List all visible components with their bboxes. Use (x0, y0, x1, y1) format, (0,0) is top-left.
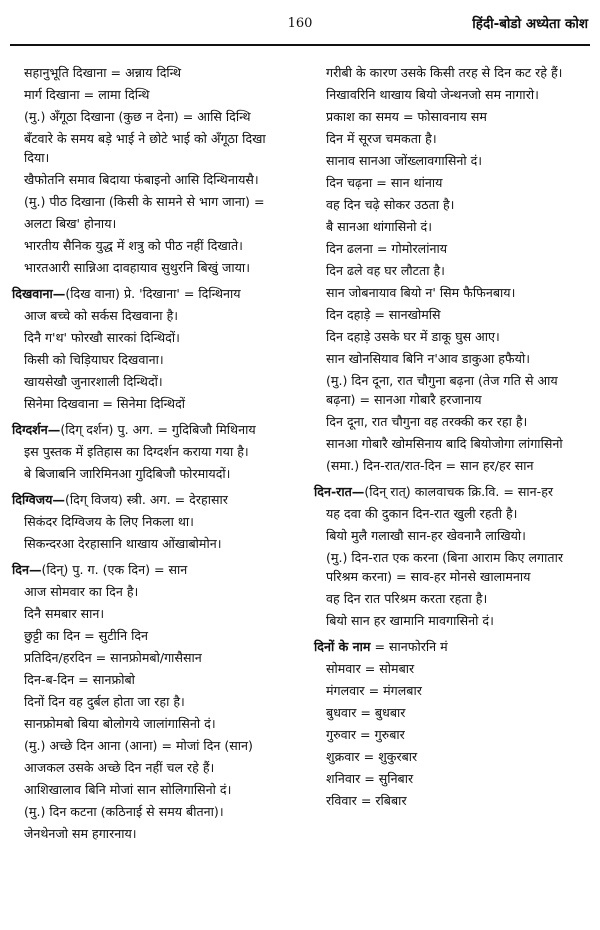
entry-text: (समा.) दिन-रात/रात-दिन = सान हर/हर सान (326, 458, 534, 473)
entry-headline (12, 559, 292, 581)
headword: दिग्विजय— (12, 492, 65, 507)
entry-text: बुधवार = बुधबार (326, 705, 406, 720)
entry-text: शनिवार = सुनिबार (326, 771, 414, 786)
entry-line (12, 349, 292, 371)
header-rule (10, 44, 590, 46)
entry-text: जेनथेनजो सम हगारनाय। (24, 826, 137, 841)
entry-line (314, 588, 590, 610)
entry-line (12, 779, 292, 801)
right-column (314, 62, 590, 812)
entry-text: सिनेमा दिखवाना = सिनेमा दिन्थिदों (24, 396, 186, 411)
headword: दिखवाना— (12, 286, 66, 301)
entry-line (314, 84, 590, 106)
entry-text: दिन ढले वह घर लौटता है। (326, 263, 445, 278)
entry-text: सिकन्दरआ देरहासानि थाखाय ओंखाबोमोन। (24, 536, 222, 551)
entry-line (12, 393, 292, 415)
entry-line (12, 129, 292, 167)
entry-line (314, 371, 590, 409)
entry-text: इस पुस्तक में इतिहास का दिग्दर्शन कराया गया है। (24, 444, 249, 459)
entry-line (12, 106, 292, 128)
entry-line (314, 680, 590, 702)
entry-text: बै सानआ थांगासिनो दं। (326, 219, 432, 234)
entry-headline (12, 283, 292, 305)
entry-text: शुक्रवार = शुकुरबार (326, 749, 418, 764)
entry-text: दिनै समबार सान। (24, 606, 105, 621)
entry-text: दिन ढलना = गोमोरलांनाय (326, 241, 448, 256)
entry-line (12, 511, 292, 533)
entry-headline (314, 636, 590, 658)
entry-text: दिन चढ़ना = सान थांनाय (326, 175, 443, 190)
entry-text: दिन दूना, रात चौगुना वह तरक्की कर रहा है। (326, 414, 528, 429)
entry-text: सहानुभूति दिखाना = अन्नाय दिन्थि (24, 65, 182, 80)
entry-line (314, 433, 590, 455)
entry-text: बियो सान हर खामानि मावगासिनो दं। (326, 613, 494, 628)
entry-line (12, 235, 292, 257)
entry-line (314, 238, 590, 260)
entry-line (12, 327, 292, 349)
entry-text: = सानफोरनि मं (370, 639, 448, 654)
entry-line (314, 610, 590, 632)
entry-text: (दिख वाना) प्रे. 'दिखाना' = दिन्थिनाय (65, 286, 241, 301)
entry-line (12, 581, 292, 603)
entry-text: दिनै ग'थ' फोरखौ सारकां दिन्थिदों। (24, 330, 180, 345)
entry-line (314, 282, 590, 304)
entry-line (314, 790, 590, 812)
dictionary-title: हिंदी-बोडो अध्येता कोश (472, 16, 588, 32)
entry-text: (मु.) अच्छे दिन आना (आना) = मोजां दिन (सान) (24, 738, 253, 753)
entry-line (12, 62, 292, 84)
entry-line (12, 735, 292, 757)
entry-text: खैफोतनि समाव बिदाया फंबाइनो आसि दिन्थिनायसै। (24, 172, 259, 187)
entry-text: गरीबी के कारण उसके किसी तरह से दिन कट रहे हैं। (326, 65, 563, 80)
entry-text: दिन दहाड़े उसके घर में डाकू घुस आए। (326, 329, 500, 344)
entry-text: दिनों दिन वह दुर्बल होता जा रहा है। (24, 694, 185, 709)
entry-headline (12, 489, 292, 511)
entry-text: आज बच्चे को सर्कस दिखवाना है। (24, 308, 179, 323)
entry-line (314, 216, 590, 238)
entry-line (12, 603, 292, 625)
entry-text: बे बिजाबनि जारिमिनआ गुदिबिजौ फोरमायदों। (24, 466, 231, 481)
entry-text: आज सोमवार का दिन है। (24, 584, 139, 599)
entry-text: दिन में सूरज चमकता है। (326, 131, 437, 146)
entry-text: सानआ गोबारै खोमसिनाय बादि बियोजोगा लांगासिनो (326, 436, 563, 451)
entry-text: आजकल उसके अच्छे दिन नहीं चल रहे हैं। (24, 760, 215, 775)
entry-line (12, 84, 292, 106)
entry-text: मार्ग दिखाना = लामा दिन्थि (24, 87, 150, 102)
entry-line (314, 260, 590, 282)
entry-line (12, 305, 292, 327)
headword: दिग्दर्शन— (12, 422, 61, 437)
entry-text: निखावरिनि थाखाय बियो जेन्थनजो सम नागारो। (326, 87, 539, 102)
entry-line (12, 191, 292, 213)
entry-text: (मु.) अँगूठा दिखाना (कुछ न देना) = आसि दिन्थि (24, 109, 251, 124)
entry-text: छुट्टी का दिन = सुटीनि दिन (24, 628, 149, 643)
entry-line (12, 533, 292, 555)
entry-text: बियो मुलै गलाखौ सान-हर खेवनानै लाखियो। (326, 528, 526, 543)
entry-text: (मु.) दिन कटना (कठिनाई से समय बीतना)। (24, 804, 224, 819)
headword: दिन— (12, 562, 42, 577)
entry-text: (दिग् दर्शन) पु. अग. = गुदिबिजौ मिथिनाय (60, 422, 256, 437)
entry-text: दिन दहाड़े = सानखोमसि (326, 307, 441, 322)
entry-line (314, 194, 590, 216)
entry-line (314, 503, 590, 525)
entry-line (12, 691, 292, 713)
page-number: 160 (287, 16, 313, 31)
entry-line (12, 669, 292, 691)
entry-headline (314, 481, 590, 503)
entry-line (12, 463, 292, 485)
entry-line (314, 658, 590, 680)
entry-line (314, 455, 590, 477)
entry-text: आशिखालाव बिनि मोजां सान सोलिगासिनो दं। (24, 782, 232, 797)
entry-text: सानाव सानआ जोंख्लावगासिनो दं। (326, 153, 483, 168)
headword: दिनों के नाम (314, 639, 371, 654)
entry-line (12, 647, 292, 669)
entry-text: खायसेखौ जुनारशाली दिन्थिदों। (24, 374, 163, 389)
entry-text: (दिन् रात्) कालवाचक क्रि.वि. = सान-हर (364, 484, 554, 499)
entry-text: सान खोनसियाव बिनि न'आव डाकुआ हफैयो। (326, 351, 530, 366)
entry-text: मंगलवार = मंगलबार (326, 683, 422, 698)
entry-line (12, 823, 292, 845)
entry-line (12, 757, 292, 779)
entry-line (12, 801, 292, 823)
entry-text: (दिन्) पु. ग. (एक दिन) = सान (41, 562, 188, 577)
entry-headline (12, 419, 292, 441)
entry-line (12, 257, 292, 279)
entry-line (314, 128, 590, 150)
entry-line (12, 625, 292, 647)
entry-text: यह दवा की दुकान दिन-रात खुली रहती है। (326, 506, 518, 521)
entry-text: भारतआरी सान्निआ दावहायाव सुथुरनि बिखुं जाया। (24, 260, 250, 275)
entry-text: (मु.) दिन दूना, रात चौगुना बढ़ना (तेज गति से आय बढ़ना) = सानआ गोबारै हरजानाय (326, 373, 558, 407)
entry-line (314, 326, 590, 348)
entry-text: भारतीय सैनिक युद्ध में शत्रु को पीठ नहीं दिखाते। (24, 238, 243, 253)
entry-text: सान जोबनायाव बियो न' सिम फैफिनबाय। (326, 285, 516, 300)
entry-line (314, 348, 590, 370)
entry-text: बँटवारे के समय बड़े भाई ने छोटे भाई को अँगूठा दिखा दिया। (24, 131, 266, 165)
entry-line (12, 169, 292, 191)
entry-line (314, 525, 590, 547)
entry-text: दिन-ब-दिन = सानफ्रोबो (24, 672, 135, 687)
entry-text: वह दिन रात परिश्रम करता रहता है। (326, 591, 488, 606)
page-header (10, 14, 590, 40)
entry-text: गुरुवार = गुरुबार (326, 727, 405, 742)
entry-text: प्रतिदिन/हरदिन = सानफ्रोमबो/गासैसान (24, 650, 202, 665)
entry-text: प्रकाश का समय = फोसावनाय सम (326, 109, 487, 124)
entry-line (314, 702, 590, 724)
entry-line (314, 150, 590, 172)
left-column (12, 62, 292, 845)
entry-text: (दिग् विजय) स्त्री. अग. = देरहासार (65, 492, 228, 507)
entry-line (314, 548, 590, 586)
entry-text: अलटा बिख' होनाय। (24, 216, 117, 231)
entry-text: रविवार = रबिबार (326, 793, 407, 808)
entry-line (314, 304, 590, 326)
entry-line (314, 411, 590, 433)
entry-text: (मु.) पीठ दिखाना (किसी के सामने से भाग जाना) = (24, 194, 265, 209)
entry-text: वह दिन चढ़े सोकर उठता है। (326, 197, 455, 212)
headword: दिन-रात— (314, 484, 365, 499)
entry-line (314, 724, 590, 746)
entry-text: सिकंदर दिग्विजय के लिए निकला था। (24, 514, 194, 529)
entry-line (314, 106, 590, 128)
entry-line (314, 768, 590, 790)
entry-line (12, 213, 292, 235)
entry-text: (मु.) दिन-रात एक करना (बिना आराम किए लगातार परिश्रम करना) = साव-हर मोनसे खालामनाय (326, 550, 563, 584)
entry-line (314, 62, 590, 84)
entry-line (314, 746, 590, 768)
entry-line (314, 172, 590, 194)
entry-text: सोमवार = सोमबार (326, 661, 415, 676)
entry-line (12, 371, 292, 393)
entry-text: किसी को चिड़ियाघर दिखवाना। (24, 352, 164, 367)
entry-text: सानफ्रोमबो बिया बोलोगये जालांगासिनो दं। (24, 716, 216, 731)
entry-line (12, 441, 292, 463)
entry-line (12, 713, 292, 735)
